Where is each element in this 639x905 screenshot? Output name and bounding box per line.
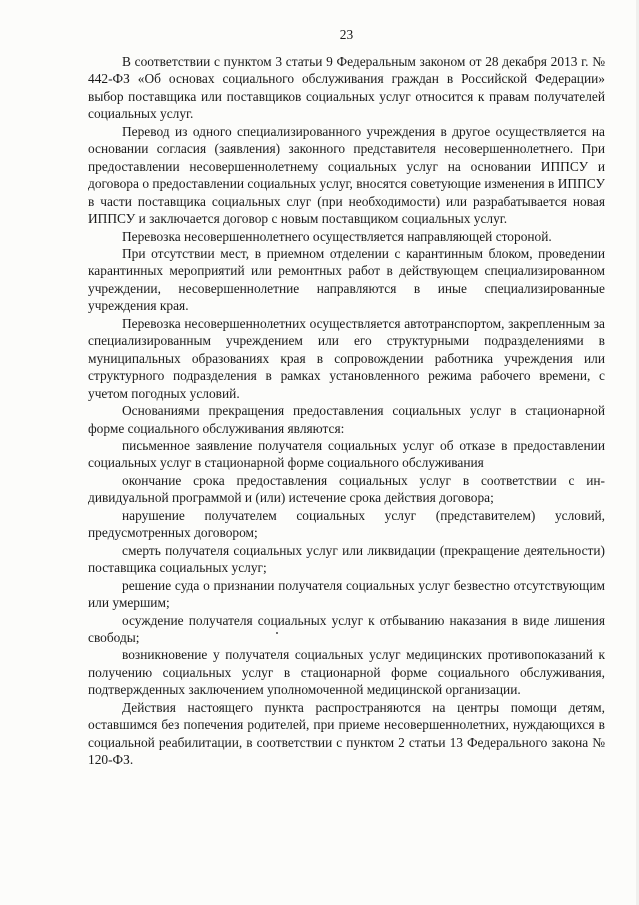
scan-speck — [276, 632, 278, 634]
list-item-term-expiry: окончание срока предоставления социальных услуг в соответствии с индивидуальной программой и (или) истечение срока действия договора; — [88, 472, 605, 506]
paragraph-transport-vehicle: Перевозка несовершеннолетних осуществляется автотранспортом, закрепленным за специализированным учреждением или его структурными подразделениями в муниципальных образованиях края в сопровождении работника учреждения или структурного подразделения в рамках установленного режима рабочего времени, с учетом погодных условий. — [88, 315, 605, 401]
list-item-conviction: осуждение получателя социальных услуг к отбыванию наказания в виде лишения свободы; — [88, 612, 605, 645]
list-item-death-or-liquidation: смерть получателя социальных услуг или ликвидации (прекращение деятельности) поставщика социальных услуг; — [88, 542, 605, 576]
paragraph-supplier-choice: В соответствии с пунктом 3 статьи 9 Федеральным законом от 28 декабря 2013 г. № 442-ФЗ «Об основах социального обслуживания граждан в Российской Федерации» выбор поставщика или поставщиков социальных услуг относится к правам получателей социальных услуг. — [88, 54, 605, 122]
list-item-contract-violation: нарушение получателем социальных услуг (представителем) условий, предусмотренных договором; — [88, 507, 605, 541]
paragraph-transfer: Перевод из одного специализированного учреждения в другое осуществляется на основании согласия (заявления) законного представителя несовершеннолетнего. При предоставлении несовершеннолетнему социальных услуг на основании ИППСУ и договора о предоставлении социальных услуг, вносятся советующие изменения в ИППСУ в части поставщика социальных слуг (при необходимости) или разрабатывается новая ИППСУ и заключается договор с новым поставщиком социальных услуг. — [88, 123, 605, 227]
list-item-written-refusal: письменное заявление получателя социальных услуг об отказе в предоставлении социальных услуг в стационарной форме социального обслуживания — [88, 437, 605, 471]
paragraph-no-places: При отсутствии мест, в приемном отделении с карантинным блоком, проведении карантинных мероприятий или ремонтных работ в действующем специализированном учреждении, несовершеннолетние направляются в иные специализированные учреждения края. — [88, 245, 605, 314]
paragraph-scope: Действия настоящего пункта распространяются на центры помощи детям, оставшимся без попечения родителей, при приеме несовершеннолетних, нуждающихся в социальной реабилитации, в соответствии с пунктом 2 статьи 13 Федерального закона № 120-ФЗ. — [88, 699, 605, 768]
list-item-medical-contraindications: возникновение у получателя социальных услуг медицинских противопоказаний к получению социальных услуг в стационарной форме социального обслуживания, подтвержденных заключением уполномоченной медицинской организации. — [88, 647, 605, 698]
list-item-court-decision: решение суда о признании получателя социальных услуг безвестно отсутствующим или умершим; — [88, 577, 605, 611]
paragraph-termination-grounds: Основаниями прекращения предоставления социальных услуг в стационарной форме социального обслуживания являются: — [88, 403, 605, 436]
paragraph-transport-sender: Перевозка несовершеннолетнего осуществляется направляющей стороной. — [122, 228, 552, 244]
page-number: 23 — [339, 27, 354, 42]
document-page — [88, 28, 605, 769]
